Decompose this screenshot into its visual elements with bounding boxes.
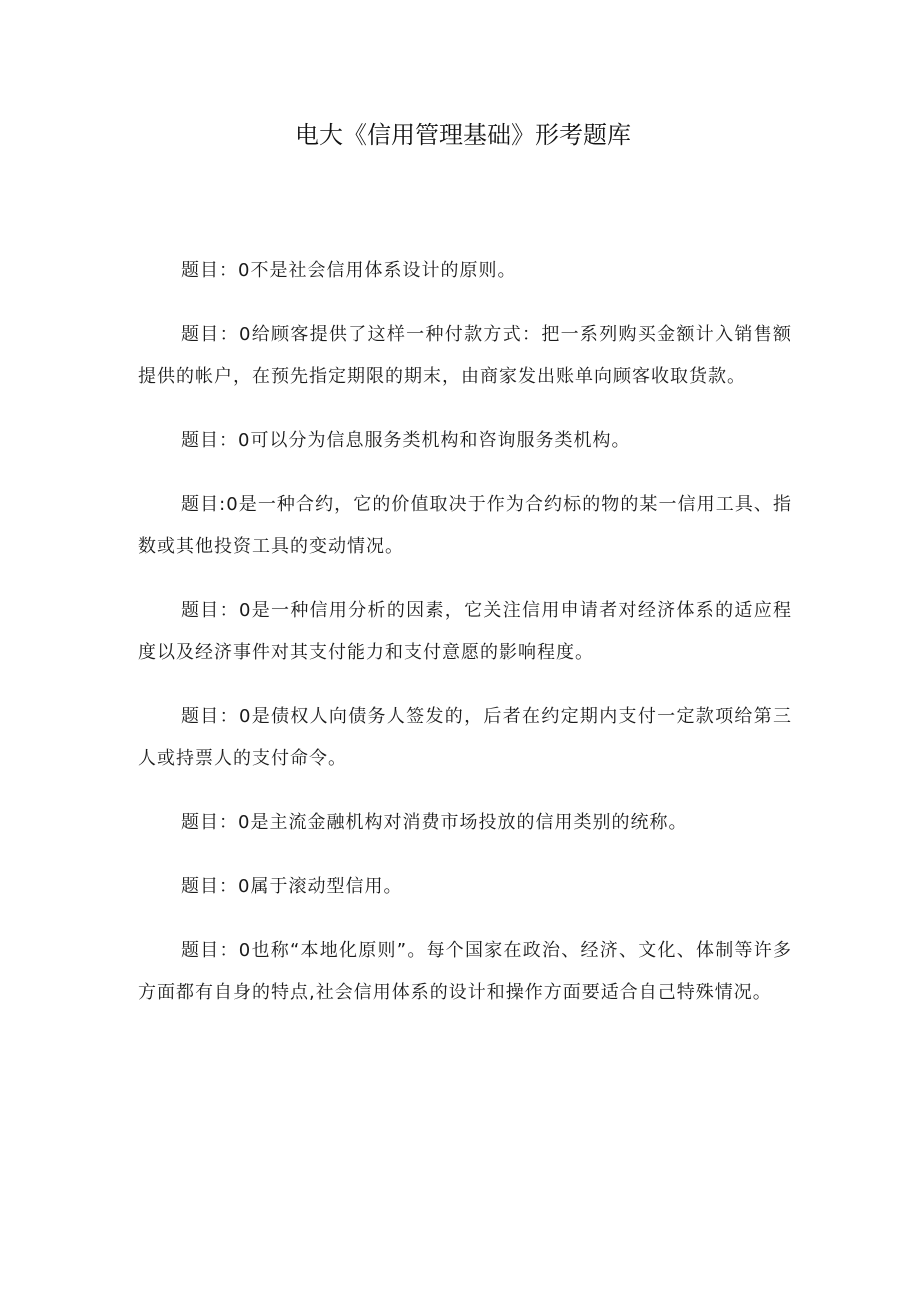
question-label: 题目： [181, 600, 239, 621]
question-text: 0也称“本地化原则”。每个国家在政治、经济、文化、体制等许多方面都有自身的特点,社会信用体系的设计和操作方面要适合自己特殊情况。 [138, 940, 793, 1003]
question-label: 题目： [181, 812, 238, 833]
question-text: 0是一种信用分析的因素，它关注信用申请者对经济体系的适应程度以及经济事件对其支付能力和支付意愿的影响程度。 [138, 600, 793, 663]
question-label: 题目： [181, 940, 239, 961]
question-item [138, 420, 792, 462]
question-label: 题目： [181, 324, 239, 345]
question-text: 0可以分为信息服务类机构和咨询服务类机构。 [238, 430, 631, 451]
question-text: 0属于滚动型信用。 [238, 876, 403, 897]
question-text: 0不是社会信用体系设计的原则。 [238, 260, 517, 281]
question-label: 题目： [181, 876, 238, 897]
question-label: 题目： [181, 706, 239, 727]
question-list [138, 250, 792, 1036]
question-label: 题目: [181, 494, 227, 515]
question-item [138, 696, 792, 780]
question-text: 0是债权人向债务人签发的，后者在约定期内支付一定款项给第三人或持票人的支付命令。 [138, 706, 793, 769]
question-text: 0是一种合约，它的价值取决于作为合约标的物的某一信用工具、指数或其他投资工具的变动情况。 [138, 494, 792, 557]
question-label: 题目： [181, 430, 238, 451]
question-item [138, 590, 792, 674]
question-text: 0是主流金融机构对消费市场投放的信用类别的统称。 [238, 812, 688, 833]
question-item [138, 314, 792, 398]
document-title: 电大《信用管理基础》形考题库 [295, 121, 631, 149]
question-item [138, 802, 792, 844]
question-label: 题目： [181, 260, 238, 281]
question-item [138, 484, 792, 568]
question-text: 0给顾客提供了这样一种付款方式：把一系列购买金额计入销售额提供的帐户，在预先指定期限的期末，由商家发出账单向顾客收取货款。 [138, 324, 793, 387]
question-item [138, 866, 792, 908]
question-item [138, 930, 792, 1014]
question-item [138, 250, 792, 292]
